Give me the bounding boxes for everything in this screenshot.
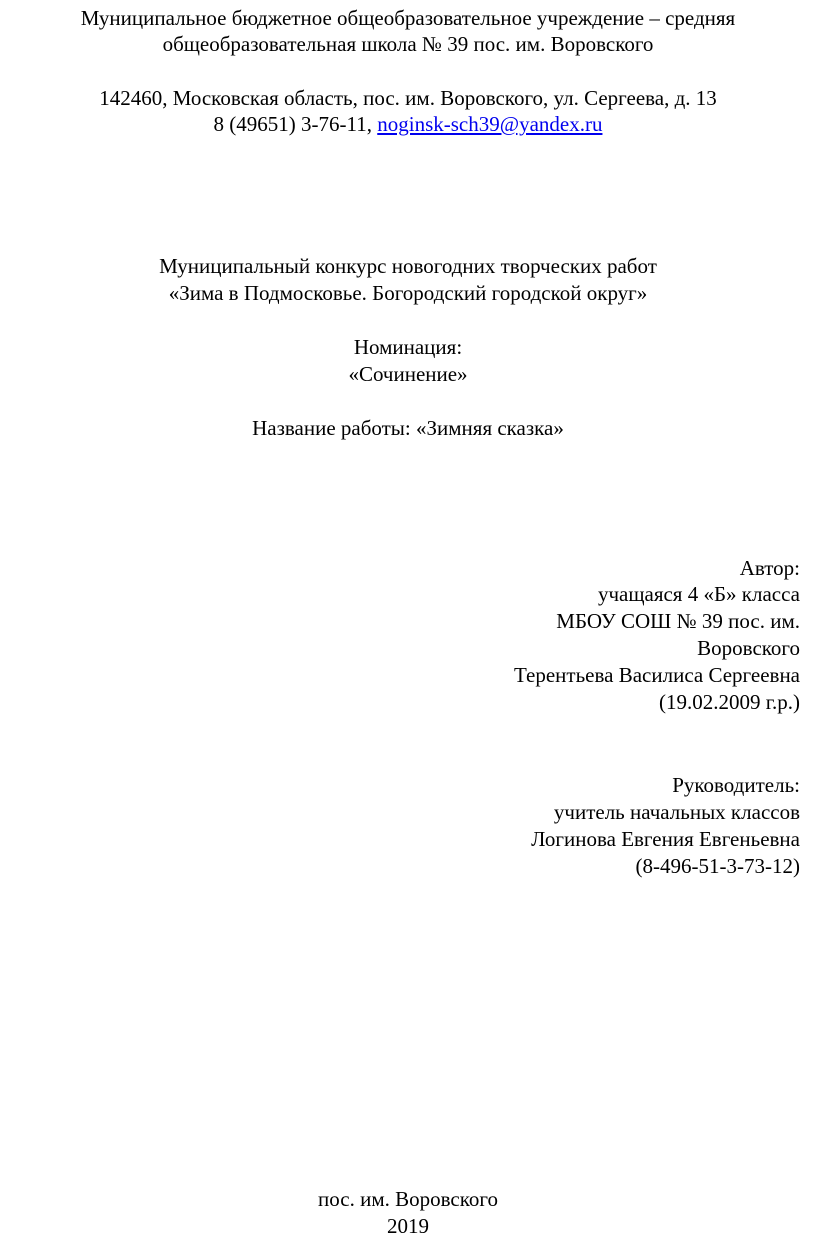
footer-place: пос. им. Воровского xyxy=(318,1187,498,1211)
author-label: Автор: xyxy=(739,556,800,580)
supervisor-label: Руководитель: xyxy=(672,773,800,797)
author-school-line-2: Воровского xyxy=(697,636,800,660)
work-title: Название работы: «Зимняя сказка» xyxy=(252,416,564,440)
nomination-value: «Сочинение» xyxy=(348,362,468,386)
nomination-label: Номинация: xyxy=(353,335,463,359)
author-birthdate: (19.02.2009 г.р.) xyxy=(659,690,800,714)
supervisor-name: Логинова Евгения Евгеньевна xyxy=(531,827,800,851)
footer-year: 2019 xyxy=(387,1214,429,1238)
school-name-line-1: Муниципальное бюджетное общеобразовательное учреждение – средняя xyxy=(80,6,736,30)
school-name-line-2: общеобразовательная школа № 39 пос. им. Воровского xyxy=(162,32,654,56)
school-address: 142460, Московская область, пос. им. Воровского, ул. Сергеева, д. 13 xyxy=(99,86,717,110)
author-school-line-1: МБОУ СОШ № 39 пос. им. xyxy=(556,609,800,633)
author-name: Терентьева Василиса Сергеевна xyxy=(514,663,800,687)
supervisor-phone: (8-496-51-3-73-12) xyxy=(635,854,800,878)
contest-title-line-1: Муниципальный конкурс новогодних творческих работ xyxy=(159,254,657,278)
school-email-link[interactable]: noginsk-sch39@yandex.ru xyxy=(377,112,603,136)
contest-title-line-2: «Зима в Подмосковье. Богородский городской округ» xyxy=(168,281,648,305)
school-contacts xyxy=(0,111,816,137)
author-class: учащаяся 4 «Б» класса xyxy=(597,582,800,606)
school-phone: 8 (49651) 3-76-11, xyxy=(213,112,378,136)
supervisor-position: учитель начальных классов xyxy=(553,800,800,824)
